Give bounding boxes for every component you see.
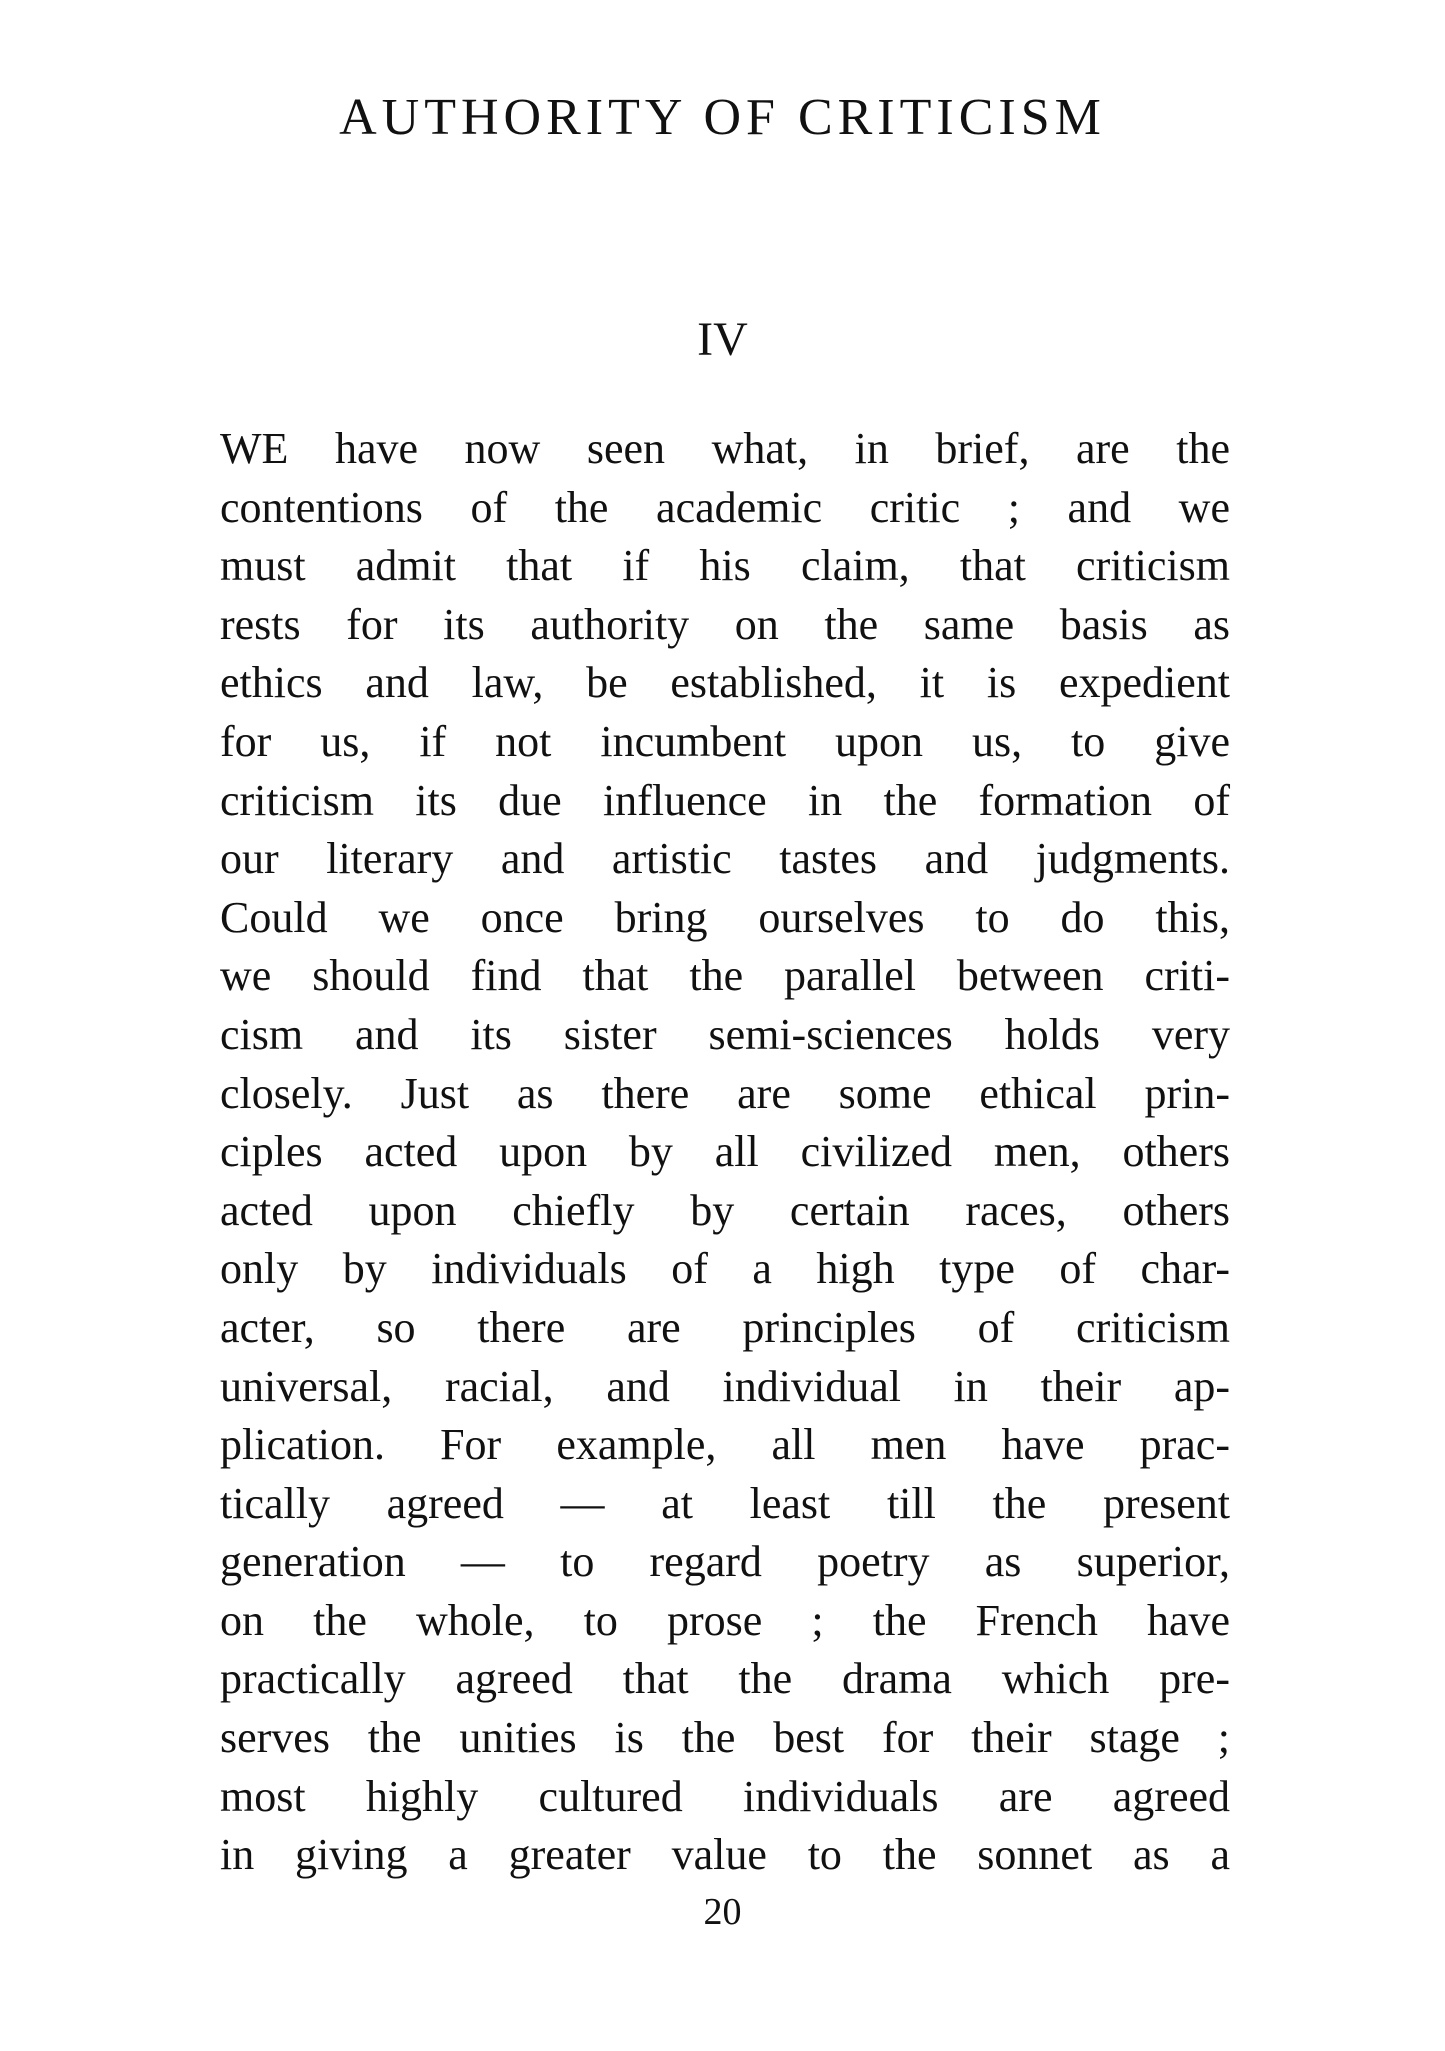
text-line: criticism its due influence in the formation of bbox=[220, 775, 1230, 825]
text-line: rests for its authority on the same basis as bbox=[220, 599, 1230, 649]
text-line: Could we once bring ourselves to do this, bbox=[220, 892, 1230, 942]
text-line: plication. For example, all men have prac- bbox=[220, 1420, 1230, 1470]
text-line: generation — to regard poetry as superior, bbox=[220, 1537, 1230, 1587]
text-line: practically agreed that the drama which pre- bbox=[220, 1654, 1230, 1704]
section-number: IV bbox=[697, 313, 748, 366]
text-line: on the whole, to prose ; the French have bbox=[220, 1595, 1230, 1645]
text-line: ethics and law, be established, it is expedient bbox=[220, 658, 1230, 708]
text-line: we should find that the parallel between criti- bbox=[220, 951, 1230, 1001]
text-line bbox=[220, 420, 1230, 479]
text-line: ciples acted upon by all civilized men, others bbox=[220, 1127, 1230, 1177]
text-line: in giving a greater value to the sonnet as a bbox=[220, 1830, 1230, 1880]
text-line: cism and its sister semi-sciences holds very bbox=[220, 1009, 1230, 1059]
text-line: only by individuals of a high type of char- bbox=[220, 1244, 1230, 1294]
text-line: contentions of the academic critic ; and we bbox=[220, 482, 1230, 532]
text-line: our literary and artistic tastes and judgments. bbox=[220, 834, 1230, 884]
text-line: acter, so there are principles of criticism bbox=[220, 1302, 1230, 1352]
text-line: universal, racial, and individual in their ap- bbox=[220, 1361, 1230, 1411]
running-head: AUTHORITY OF CRITICISM bbox=[339, 89, 1106, 146]
text-line: must admit that if his claim, that criticism bbox=[220, 541, 1230, 591]
first-line-rest: have now seen what, in brief, are the bbox=[288, 424, 1230, 473]
text-line: acted upon chiefly by certain races, others bbox=[220, 1185, 1230, 1235]
text-line: serves the unities is the best for their stage ; bbox=[220, 1713, 1230, 1763]
body-text bbox=[220, 420, 1230, 1885]
text-line: most highly cultured individuals are agreed bbox=[220, 1771, 1230, 1821]
text-line: for us, if not incumbent upon us, to give bbox=[220, 716, 1230, 766]
text-line: tically agreed — at least till the present bbox=[220, 1478, 1230, 1528]
text-line: closely. Just as there are some ethical prin- bbox=[220, 1068, 1230, 1118]
opening-word: WE bbox=[220, 424, 289, 473]
page-number: 20 bbox=[703, 1891, 742, 1933]
